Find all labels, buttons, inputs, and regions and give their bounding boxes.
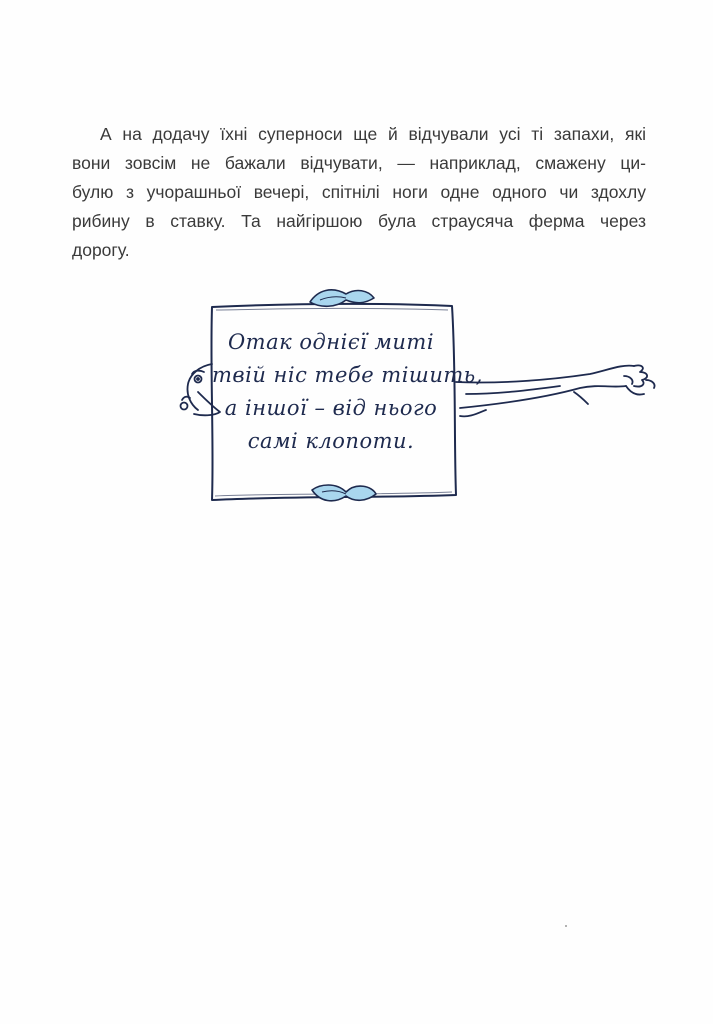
paragraph-line: рибину в ставку. Та найгіршою була страусяча ферма через [72, 211, 646, 231]
quote-line: а іншої – від нього [224, 396, 438, 420]
quote-line: самі клопоти. [247, 429, 415, 453]
page-speck [565, 925, 567, 927]
quote-line: Отак однієї миті [227, 330, 435, 354]
body-paragraph [72, 120, 646, 265]
bottom-leaf-ornament [312, 485, 376, 501]
paragraph-line: вони зовсім не бажали відчувати, — наприклад, смажену ци- [72, 153, 646, 173]
paragraph-line: булю з учорашньої вечері, спітнілі ноги одне одного чи здохлу [72, 182, 646, 202]
quote-line: твій ніс тебе тішить, [212, 363, 483, 387]
paragraph-line: дорогу. [72, 240, 130, 260]
sign-illustration [160, 280, 660, 520]
paragraph-line: А на додачу їхні суперноси ще й відчували усі ті запахи, які [100, 124, 646, 144]
sign-quote [212, 326, 483, 458]
long-nose-arm [456, 365, 655, 416]
